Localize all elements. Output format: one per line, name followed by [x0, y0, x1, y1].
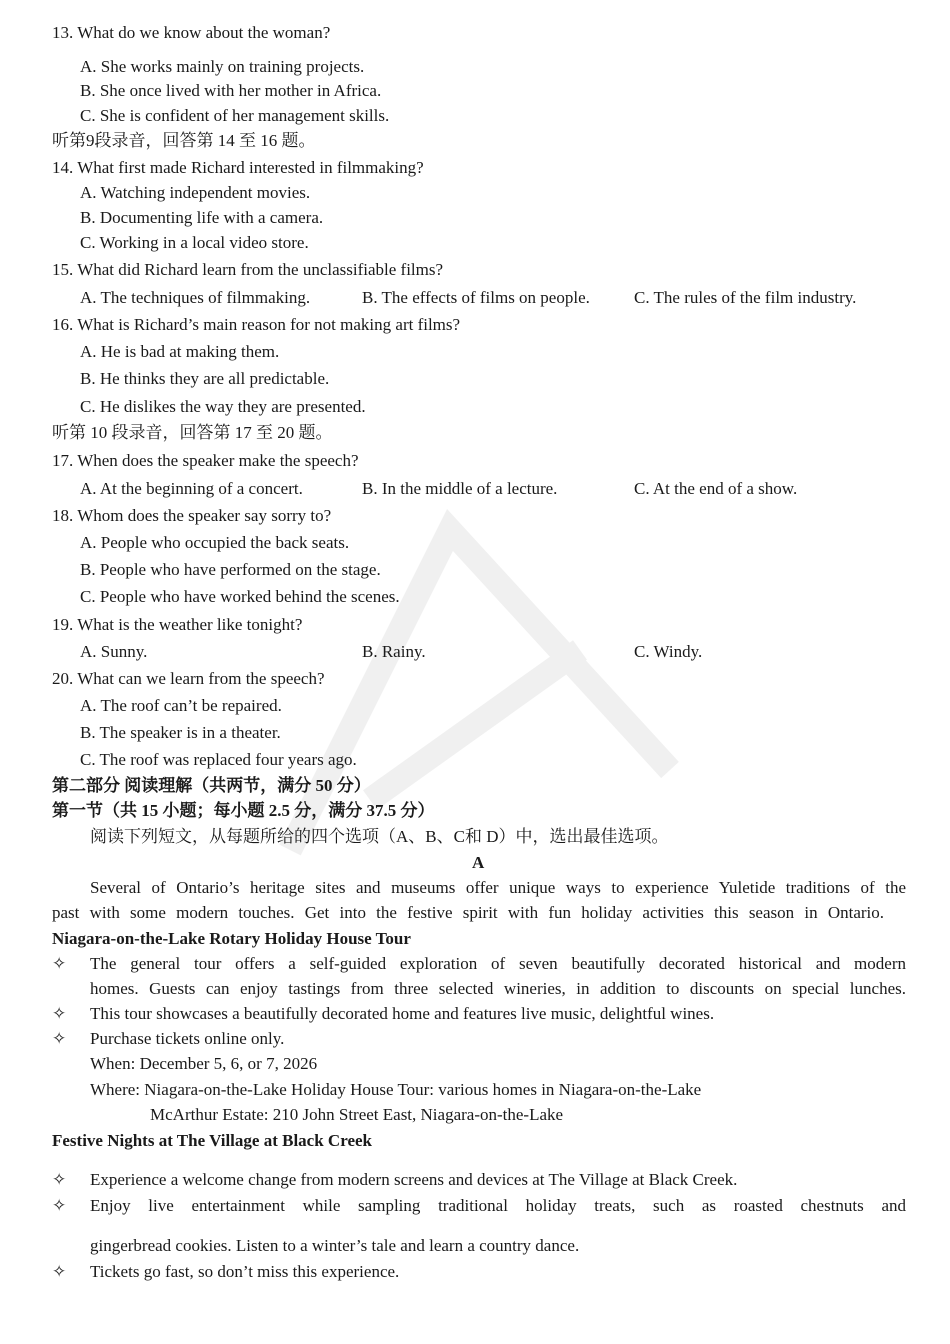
q14-option-a: A. Watching independent movies. — [80, 183, 311, 202]
q17-option-b: B. In the middle of a lecture. — [362, 479, 558, 498]
q16-option-c: C. He dislikes the way they are presented. — [80, 397, 366, 416]
q18-option-c: C. People who have worked behind the scenes. — [80, 587, 400, 606]
q17-stem: 17. When does the speaker make the speech? — [52, 451, 359, 470]
village-bullet-2-line-1: Enjoy live entertainment while sampling traditional holiday treats, such as roasted chestnuts and — [90, 1196, 906, 1215]
village-bullet-1: Experience a welcome change from modern screens and devices at The Village at Black Creek. — [90, 1170, 738, 1189]
tour-where-line-1: Where: Niagara-on-the-Lake Holiday House Tour: various homes in Niagara-on-the-Lake — [90, 1080, 702, 1099]
q18-option-a: A. People who occupied the back seats. — [80, 533, 350, 552]
q14-option-c: C. Working in a local video store. — [80, 233, 309, 252]
q20-stem: 20. What can we learn from the speech? — [52, 669, 325, 688]
section-1-heading: 第一节（共 15 小题；每小题 2.5 分，满分 37.5 分） — [52, 801, 435, 820]
village-title: Festive Nights at The Village at Black Creek — [52, 1131, 372, 1150]
q15-option-a: A. The techniques of filmmaking. — [80, 288, 311, 307]
cropped-question-13-stem: 13. What do we know about the woman? — [52, 23, 331, 42]
q19-stem: 19. What is the weather like tonight? — [52, 615, 303, 634]
tour-bullet-3: Purchase tickets online only. — [90, 1029, 285, 1048]
q19-option-a: A. Sunny. — [80, 642, 148, 661]
q15-stem: 15. What did Richard learn from the unclassifiable films? — [52, 260, 444, 279]
q16-option-a: A. He is bad at making them. — [80, 342, 280, 361]
q20-option-a: A. The roof can’t be repaired. — [80, 696, 282, 715]
q17-option-a: A. At the beginning of a concert. — [80, 479, 303, 498]
tour-title: Niagara-on-the-Lake Rotary Holiday House Tour — [52, 929, 411, 948]
star-bullet-icon: ✧ — [52, 1004, 67, 1023]
q15-option-b: B. The effects of films on people. — [362, 288, 590, 307]
star-bullet-icon: ✧ — [52, 1196, 67, 1215]
section-10-instruction: 听第 10 段录音，回答第 17 至 20 题。 — [52, 423, 333, 442]
tour-bullet-1-line-1: The general tour offers a self-guided exploration of seven beautifully decorated historical and modern — [90, 954, 906, 973]
star-bullet-icon: ✧ — [52, 1170, 67, 1189]
part-2-heading: 第二部分 阅读理解（共两节，满分 50 分） — [52, 776, 371, 795]
intro-line-2: past with some modern touches. Get into the festive spirit with fun holiday activities this season in Ontario. — [52, 903, 884, 922]
tour-bullet-1-line-2: homes. Guests can enjoy tastings from three selected wineries, in addition to discounts on special lunches. — [90, 979, 906, 998]
q20-option-b: B. The speaker is in a theater. — [80, 723, 281, 742]
q18-stem: 18. Whom does the speaker say sorry to? — [52, 506, 332, 525]
q19-option-b: B. Rainy. — [362, 642, 426, 661]
star-bullet-icon: ✧ — [52, 954, 67, 973]
q18-option-b: B. People who have performed on the stage. — [80, 560, 381, 579]
tour-bullet-2: This tour showcases a beautifully decorated home and features live music, delightful wines. — [90, 1004, 715, 1023]
tour-when: When: December 5, 6, or 7, 2026 — [90, 1054, 318, 1073]
passage-letter: A — [472, 853, 485, 872]
q13-option-a: A. She works mainly on training projects. — [80, 57, 365, 76]
q14-stem: 14. What first made Richard interested in filmmaking? — [52, 158, 424, 177]
star-bullet-icon: ✧ — [52, 1029, 67, 1048]
tour-where-line-2: McArthur Estate: 210 John Street East, Niagara-on-the-Lake — [150, 1105, 564, 1124]
intro-line-1: Several of Ontario’s heritage sites and museums offer unique ways to experience Yuletide traditions of the — [90, 878, 906, 897]
q16-stem: 16. What is Richard’s main reason for not making art films? — [52, 315, 461, 334]
village-bullet-3: Tickets go fast, so don’t miss this experience. — [90, 1262, 400, 1281]
star-bullet-icon: ✧ — [52, 1262, 67, 1281]
q13-option-c: C. She is confident of her management skills. — [80, 106, 390, 125]
q14-option-b: B. Documenting life with a camera. — [80, 208, 324, 227]
village-bullet-2-line-2: gingerbread cookies. Listen to a winter’s tale and learn a country dance. — [90, 1236, 580, 1255]
q16-option-b: B. He thinks they are all predictable. — [80, 369, 330, 388]
q20-option-c: C. The roof was replaced four years ago. — [80, 750, 357, 769]
q17-option-c: C. At the end of a show. — [634, 479, 798, 498]
q19-option-c: C. Windy. — [634, 642, 703, 661]
section-9-instruction: 听第9段录音，回答第 14 至 16 题。 — [52, 131, 316, 150]
q13-option-b: B. She once lived with her mother in Africa. — [80, 81, 382, 100]
q15-option-c: C. The rules of the film industry. — [634, 288, 857, 307]
reading-instruction: 阅读下列短文，从每题所给的四个选项（A、B、C和 D）中，选出最佳选项。 — [90, 827, 669, 846]
